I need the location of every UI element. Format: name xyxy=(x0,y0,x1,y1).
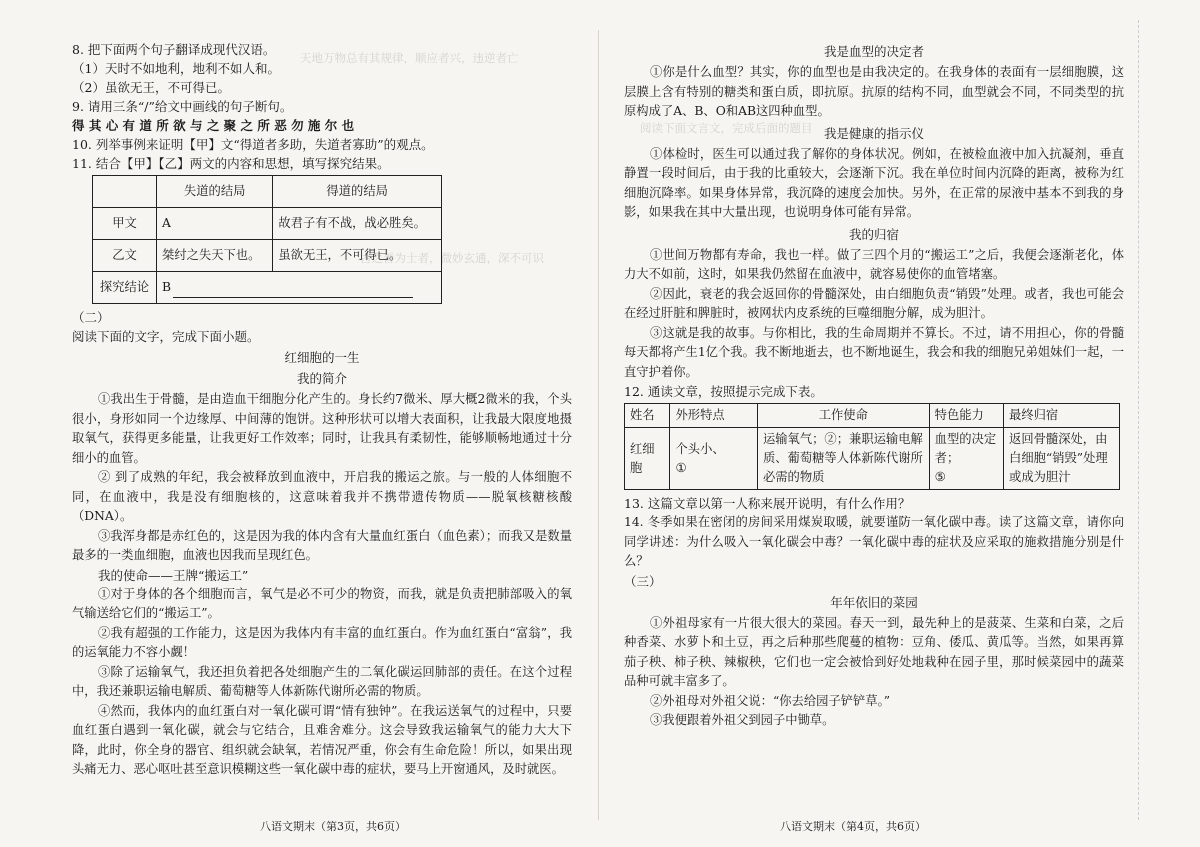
table-cell: 红细胞 xyxy=(625,428,670,490)
table-cell[interactable]: A xyxy=(157,208,273,240)
page-left xyxy=(72,40,572,780)
paragraph: ②因此，衰老的我会返回你的骨髓深处，由白细胞负责“销毁”处理。或者，我也可能会在经过肝脏和脾脏时，被网状内皮系统的巨噬细胞分解，成为胆汁。 xyxy=(624,286,1124,320)
paragraph: ③我浑身都是赤红色的，这是因为我的体内含有大量血红蛋白（血色素）；而我又是数量最多的一类血细胞，血液也因我而呈现红色。 xyxy=(72,528,572,562)
paragraph: ①体检时，医生可以通过我了解你的身体状况。例如，在被检血液中加入抗凝剂，垂直静置一段时间后，由于我的比重较大，会逐渐下沉。我在单位时间内沉降的距离，被称为红细胞沉降率。如果身体异常，我沉降的速度会加快。另外，在正常的尿液中基本不到我的身影，如果我在其中大量出现，也说明身体可能有异常。 xyxy=(624,146,1124,219)
cell-blank[interactable]: 运输氧气；② xyxy=(762,432,837,446)
paragraph: ①我出生于骨髓，是由造血干细胞分化产生的。身长约7微米、厚大概2微米的我，个头很小，身形如同一个边缘厚、中间薄的饱饼。这种形状可以增大表面积，让我最大限度地摄取氧气，获得更多能量，让我更好工作效率；同时，让我具有柔韧性，能够顺畅地通过十分细小的血管。 xyxy=(72,392,572,465)
paragraph: ③除了运输氧气，我还担负着把各处细胞产生的二氧化碳运回肺部的责任。在这个过程中，我还兼职运输电解质、葡萄糖等人体新陈代谢所必需的物质。 xyxy=(72,664,572,698)
table-cell: 桀纣之失天下也。 xyxy=(157,240,273,272)
answer-label: B xyxy=(162,279,172,294)
question-8: 8. 把下面两个句子翻译成现代汉语。 xyxy=(72,42,276,57)
table-row-label: 乙文 xyxy=(93,240,157,272)
table-header-cell: 得道的结局 xyxy=(273,176,442,208)
question-14: 14. 冬季如果在密闭的房间采用煤炭取暖，就要谨防一氧化碳中毒。读了这篇文章，请你向同学讲述：为什么吸入一氧化碳会中毒？一氧化碳中毒的症状及应采取的施救措施分别是什么？ xyxy=(624,515,1124,568)
article-subheading: 我是血型的决定者 xyxy=(823,44,924,59)
article-title: 年年依旧的菜园 xyxy=(830,594,918,610)
bleed-through-text: 天地万物总有其规律，顺应者兴，违逆者亡 xyxy=(300,51,519,65)
article-subheading: 我的归宿 xyxy=(848,226,899,242)
paragraph: ①世间万物都有寿命，我也一样。做了三四个月的“搬运工”之后，我便会逐渐老化，体力大不如前，这时，如果我仍然留在血液中，就容易使你的血管堵塞。 xyxy=(624,247,1124,281)
table-row-label: 探究结论 xyxy=(93,272,157,304)
page-footer-left: 八语文期末（第3页，共6页） xyxy=(260,820,406,833)
paragraph: ④然而，我体内的血红蛋白对一氧化碳可谓“情有独钟”。在我运送氧气的过程中，只要血红蛋白遇到一氧化碳，就会与它结合，且难舍难分。这会导致我运输氧气的能力大大下降，此时，你全身的器官、组织就会缺氧，若情况严重，你会有生命危险！所以，如果出现头痛无力、恶心呕吐甚至意识模糊这些一氧化碳中毒的症状，要马上开窗通风，及时就医。 xyxy=(72,703,572,776)
table-cell: 虽欲无王，不可得已。 xyxy=(273,240,442,272)
cell-blank[interactable]: ① xyxy=(675,460,687,475)
page-footer-right: 八语文期末（第4页，共6页） xyxy=(780,820,926,833)
table-header-cell: 工作使命 xyxy=(757,404,929,428)
reading-instruction: 阅读下面的文字，完成下面小题。 xyxy=(72,329,260,344)
paragraph: ②外祖母对外祖父说：“你去给园子铲铲草。” xyxy=(650,693,891,708)
table-cell: 返回骨髓深处，由白细胞“销毁”处理或成为胆汁 xyxy=(1004,428,1120,490)
paragraph: ③我便跟着外祖父到园子中锄草。 xyxy=(650,713,835,727)
question-13: 13. 这篇文章以第一人称来展开说明，有什么作用？ xyxy=(624,496,911,511)
paragraph: ②我有超强的工作能力，这是因为我体内有丰富的血红蛋白。作为血红蛋白“富翁”，我的运氧能力不容小觑！ xyxy=(72,625,572,659)
table-header-cell: 最终归宿 xyxy=(1004,404,1120,428)
table-header-cell: 失道的结局 xyxy=(157,176,273,208)
table-cell[interactable] xyxy=(929,428,1003,490)
table-corner-cell xyxy=(93,176,157,208)
table-row-label: 甲文 xyxy=(93,208,157,240)
table-cell: 故君子有不战，战必胜矣。 xyxy=(273,208,442,240)
question-8-2: （2）虽欲无王，不可得已。 xyxy=(72,80,230,95)
binding-margin xyxy=(1138,20,1189,820)
article-title: 红细胞的一生 xyxy=(284,350,360,365)
question-9: 9. 请用三条“/”给文中画线的句子断句。 xyxy=(72,99,293,114)
question-10: 10. 列举事例来证明【甲】文“得道者多助，失道者寡助”的观点。 xyxy=(72,137,434,152)
article-subheading: 我的简介 xyxy=(296,371,347,386)
page-right xyxy=(624,40,1124,731)
paragraph: ② 到了成熟的年纪，我会被释放到血液中，开启我的搬运之旅。与一般的人体细胞不同，在血液中，我是没有细胞核的，这意味着我并不携带遗传物质——脱氧核糖核酸（DNA）。 xyxy=(72,470,572,523)
article-subheading: 我是健康的指示仪 xyxy=(823,125,924,141)
paragraph: ①外祖母家有一片很大很大的菜园。春天一到，最先种上的是菠菜、生菜和白菜，之后种香菜、水萝卜和土豆，再之后种那些爬蔓的植物：豆角、倭瓜、黄瓜等。当然，如果再算茄子秧、柿子秧、辣椒秧，它们也一定会被恰到好处地栽种在园子里，那时候菜园中的蔬菜品种可就丰富多了。 xyxy=(624,615,1124,688)
cell-text: 血型的决定者； xyxy=(934,432,997,465)
question-11-table xyxy=(92,175,442,304)
paragraph: ①对于身体的各个细胞而言，氧气是必不可少的物资，而我，就是负责把肺部吸入的氧气输送给它们的“搬运工”。 xyxy=(72,586,572,620)
question-12: 12. 通读文章，按照提示完成下表。 xyxy=(624,384,823,399)
answer-blank[interactable] xyxy=(173,278,413,298)
table-cell[interactable] xyxy=(757,428,929,490)
bleed-through-text: 阅读下面文言文，完成后面的题目 xyxy=(640,121,813,135)
section-three-heading: （三） xyxy=(624,573,662,589)
table-header-cell: 外形特点 xyxy=(670,404,757,428)
question-8-1: （1）天时不如地利，地利不如人和。 xyxy=(72,61,280,76)
question-9-sentence: 得 其 心 有 道 所 欲 与 之 聚 之 所 恶 勿 施 尔 也 xyxy=(72,118,355,133)
table-answer-cell[interactable] xyxy=(157,272,442,304)
cell-text: ；兼职运输电解质、葡萄糖等人体新陈代谢所必需的物质 xyxy=(762,432,923,484)
paragraph: ③这就是我的故事。与你相比，我的生命周期并不算长。不过，请不用担心，你的骨髓每天都将产生1亿个我。我不断地逝去，也不断地诞生，我会和我的细胞兄弟姐妹们一起，一直守护着你。 xyxy=(624,325,1124,379)
article-subheading: 我的使命——王牌“搬运工” xyxy=(98,567,249,583)
table-header-cell: 特色能力 xyxy=(929,404,1003,428)
table-header-cell: 姓名 xyxy=(625,404,670,428)
cell-text: 个头小、 xyxy=(675,441,725,456)
section-two-heading: （二） xyxy=(72,310,110,325)
page-divider xyxy=(598,30,599,820)
question-12-table xyxy=(624,403,1120,490)
question-11: 11. 结合【甲】【乙】两文的内容和思想，填写探究结果。 xyxy=(72,156,390,171)
bleed-through-text: 古之善为士者，微妙玄通，深不可识 xyxy=(360,251,544,265)
cell-blank[interactable]: ⑤ xyxy=(934,470,946,484)
table-cell[interactable] xyxy=(670,428,757,490)
paragraph: ①你是什么血型？其实，你的血型也是由我决定的。在我身体的表面有一层细胞膜，这层膜上含有特别的糖类和蛋白质，即抗原。抗原的结构不同，血型就会不同，不同类型的抗原构成了A、B、O和AB这四种血型。 xyxy=(624,65,1124,118)
